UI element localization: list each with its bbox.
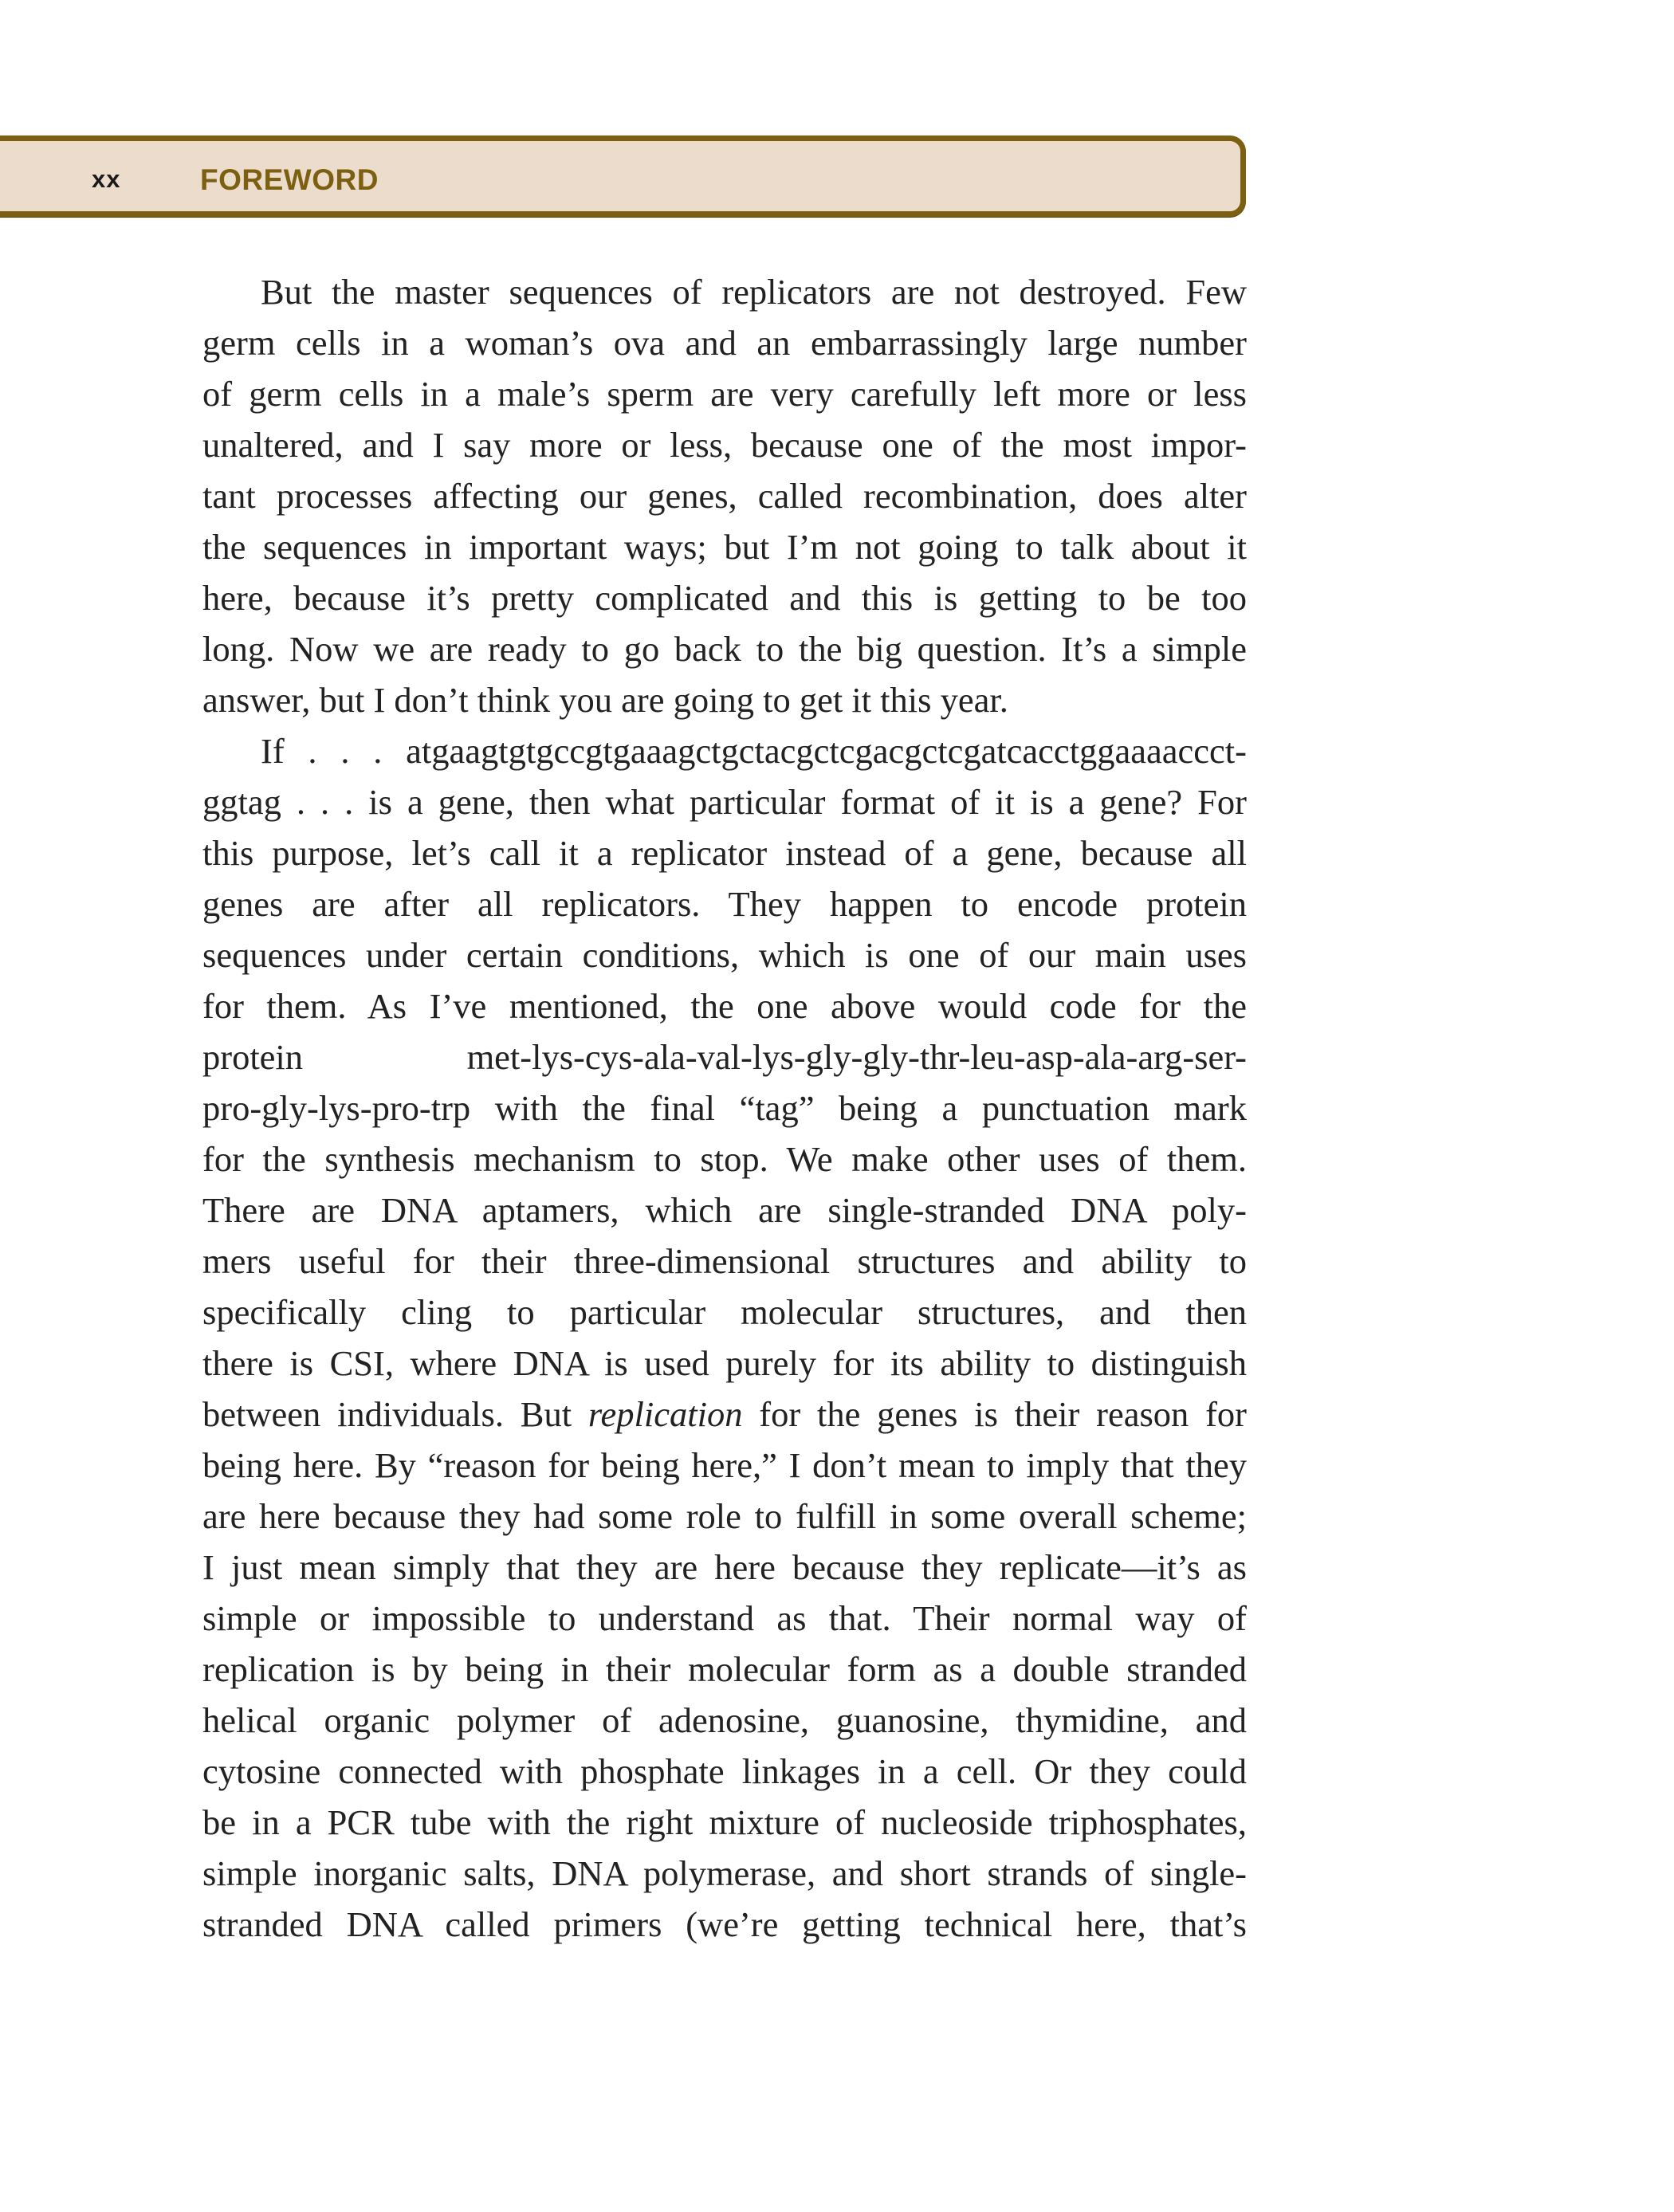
text-line: here, because it’s pretty complicated and this is getting to be too bbox=[202, 578, 1247, 618]
text-line: of germ cells in a male’s sperm are very carefully left more or less bbox=[202, 374, 1247, 414]
paragraph-1 bbox=[202, 266, 1247, 725]
text-line: pro-gly-lys-pro-trp with the final “tag” being a punctuation mark bbox=[202, 1088, 1247, 1128]
page-number: xx bbox=[92, 165, 121, 193]
text-line: unaltered, and I say more or less, because one of the most impor- bbox=[202, 425, 1247, 465]
text-line: replication is by being in their molecular form as a double stranded bbox=[202, 1649, 1247, 1689]
text-line: There are DNA aptamers, which are single-stranded DNA poly- bbox=[202, 1190, 1247, 1230]
text-line: the sequences in important ways; but I’m not going to talk about it bbox=[202, 527, 1247, 567]
text-line: simple inorganic salts, DNA polymerase, and short strands of single- bbox=[202, 1853, 1247, 1893]
text-line: sequences under certain conditions, which is one of our main uses bbox=[202, 935, 1247, 975]
text-line: I just mean simply that they are here because they replicate—it’s as bbox=[202, 1547, 1247, 1587]
text-line: mers useful for their three-dimensional structures and ability to bbox=[202, 1241, 1247, 1281]
italic-word: replication bbox=[587, 1394, 743, 1434]
text-line: simple or impossible to understand as that. Their normal way of bbox=[202, 1598, 1247, 1638]
text-line: are here because they had some role to fulfill in some overall scheme; bbox=[202, 1496, 1247, 1536]
text-line: If . . . atgaagtgtgccgtgaaagctgctacgctcgacgctcgatcacctggaaaaccct- bbox=[261, 731, 1247, 771]
text-line: ggtag . . . is a gene, then what particular format of it is a gene? For bbox=[202, 782, 1247, 822]
text-line: stranded DNA called primers (we’re getting technical here, that’s bbox=[202, 1904, 1247, 1944]
text-line: helical organic polymer of adenosine, guanosine, thymidine, and bbox=[202, 1700, 1247, 1740]
text-line: protein met-lys-cys-ala-val-lys-gly-gly-thr-leu-asp-ala-arg-ser- bbox=[202, 1037, 1247, 1077]
text-line: for them. As I’ve mentioned, the one above would code for the bbox=[202, 986, 1247, 1026]
text-line: tant processes affecting our genes, called recombination, does alter bbox=[202, 476, 1247, 516]
text-line: for the synthesis mechanism to stop. We make other uses of them. bbox=[202, 1139, 1247, 1179]
paragraph-2 bbox=[202, 725, 1247, 1950]
text-line: But the master sequences of replicators are not destroyed. Few bbox=[261, 272, 1247, 312]
text-line: germ cells in a woman’s ova and an embarrassingly large number bbox=[202, 323, 1247, 363]
text-line: be in a PCR tube with the right mixture of nucleoside triphosphates, bbox=[202, 1802, 1247, 1842]
text-line: long. Now we are ready to go back to the big question. It’s a simple bbox=[202, 629, 1247, 669]
text-line: specifically cling to particular molecular structures, and then bbox=[202, 1292, 1247, 1332]
text-line: cytosine connected with phosphate linkages in a cell. Or they could bbox=[202, 1751, 1247, 1791]
body-text bbox=[202, 266, 1247, 1950]
text-line: genes are after all replicators. They happen to encode protein bbox=[202, 884, 1247, 924]
text-segment: for the genes is their reason for bbox=[742, 1394, 1247, 1434]
text-line: being here. By “reason for being here,” I don’t mean to imply that they bbox=[202, 1445, 1247, 1485]
text-segment: between individuals. But bbox=[202, 1394, 588, 1434]
text-line-with-italic bbox=[202, 1389, 1247, 1440]
text-line: there is CSI, where DNA is used purely for its ability to distinguish bbox=[202, 1343, 1247, 1383]
running-head-title: FOREWORD bbox=[200, 163, 379, 196]
running-header-bar bbox=[0, 136, 1246, 217]
text-line: this purpose, let’s call it a replicator instead of a gene, because all bbox=[202, 833, 1247, 873]
text-line: answer, but I don’t think you are going to get it this year. bbox=[202, 680, 1008, 720]
